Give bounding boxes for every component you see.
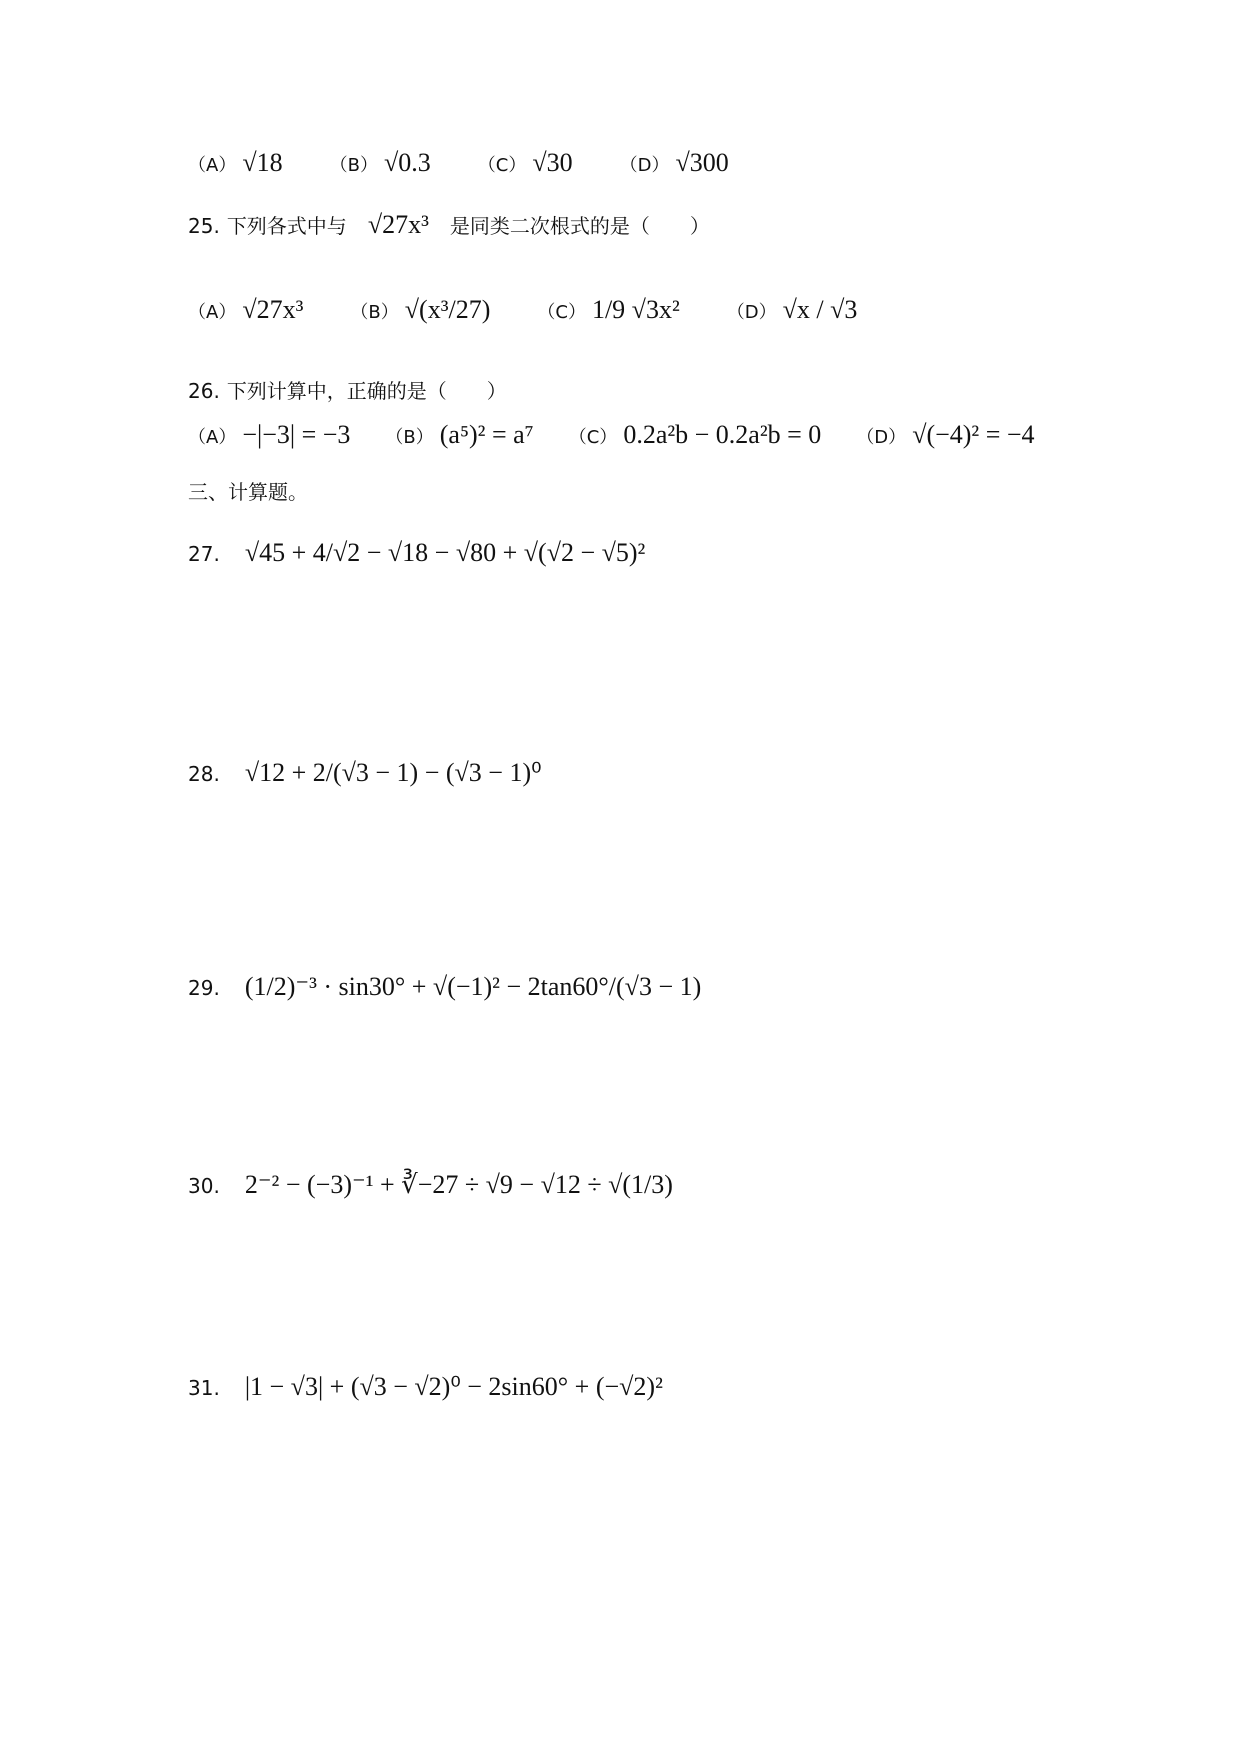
q26-stem xyxy=(188,375,1181,404)
q26-number: 26. xyxy=(188,379,220,403)
problem-31 xyxy=(188,1372,1181,1402)
q26-option-b: （B） (a⁵)² = a⁷ xyxy=(385,420,534,449)
q26-option-a: （A） −|−3| = −3 xyxy=(188,420,351,449)
q25-option-b: （B） √(x³/27) xyxy=(350,295,491,324)
q25-options xyxy=(188,295,1181,325)
problem-expr: |1 − √3| + (√3 − √2)⁰ − 2sin60° + (−√2)² xyxy=(244,1372,663,1401)
q24-option-c: （C） √30 xyxy=(477,148,573,177)
q26-option-c: （C） 0.2a²b − 0.2a²b = 0 xyxy=(568,420,822,449)
problem-29 xyxy=(188,972,1181,1002)
problem-number: 28. xyxy=(188,762,220,786)
q25-stem-expr: √27x³ xyxy=(367,210,429,239)
problem-30 xyxy=(188,1170,1181,1200)
problem-expr: √12 + 2/(√3 − 1) − (√3 − 1)⁰ xyxy=(244,758,542,787)
q25-stem xyxy=(188,210,1181,240)
q25-number: 25. xyxy=(188,214,220,238)
problem-28 xyxy=(188,758,1181,788)
q25-option-a: （A） √27x³ xyxy=(188,295,304,324)
problem-expr: 2⁻² − (−3)⁻¹ + ∛−27 ÷ √9 − √12 ÷ √(1/3) xyxy=(244,1170,673,1199)
q24-option-a: （A） √18 xyxy=(188,148,283,177)
problem-27 xyxy=(188,538,1181,568)
q25-option-c: （C） 1/9 √3x² xyxy=(537,295,680,324)
q26-option-d: （D） √(−4)² = −4 xyxy=(856,420,1035,449)
q24-option-d: （D） √300 xyxy=(619,148,729,177)
problem-expr: (1/2)⁻³ · sin30° + √(−1)² − 2tan60°/(√3 − 1) xyxy=(244,972,702,1001)
q25-stem-before: 下列各式中与 xyxy=(226,214,347,238)
q24-option-b: （B） √0.3 xyxy=(329,148,431,177)
q25-option-d: （D） √x / √3 xyxy=(726,295,858,324)
q25-stem-after: 是同类二次根式的是（ ） xyxy=(449,214,710,238)
problem-expr: √45 + 4/√2 − √18 − √80 + √(√2 − √5)² xyxy=(244,538,646,567)
problem-number: 30. xyxy=(188,1174,220,1198)
problem-number: 27. xyxy=(188,542,220,566)
q24-options xyxy=(188,148,1181,178)
problem-number: 29. xyxy=(188,976,220,1000)
section-heading: 三、计算题。 xyxy=(188,480,308,504)
q26-stem-text: 下列计算中，正确的是（ ） xyxy=(226,379,507,403)
problem-number: 31. xyxy=(188,1376,220,1400)
q26-options xyxy=(188,420,1181,450)
